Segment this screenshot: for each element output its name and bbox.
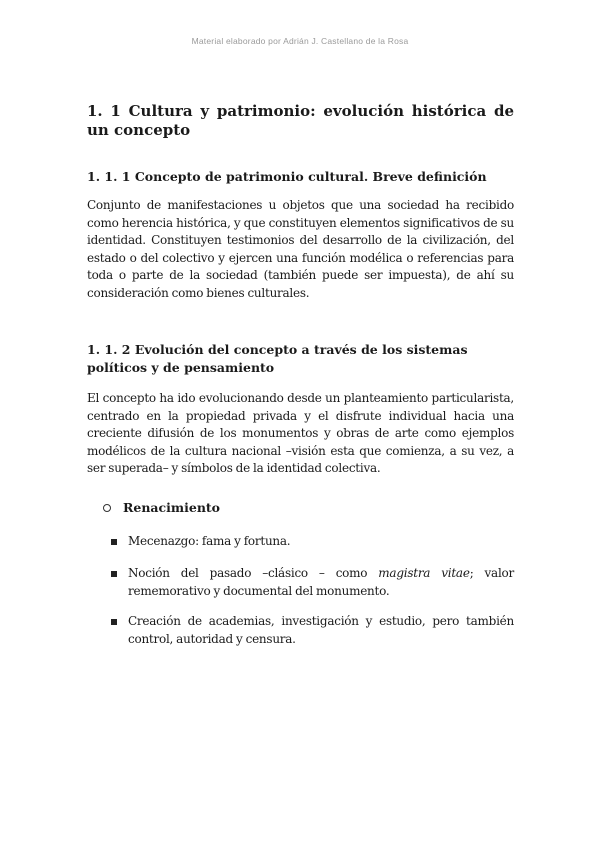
- square-bullet-icon: [111, 619, 117, 625]
- document-body: [87, 100, 514, 646]
- definition-paragraph: Conjunto de manifestaciones u objetos que una sociedad ha recibido como herencia histórica, y que constituyen elementos significativos de su identidad. Constituyen testimonios del desarrollo de la civilización, del estado o del colectivo y ejercen una función modélica o referencias para toda o parte de la sociedad (también puede ser impuesta), de ahí su consideración como bienes culturales.: [87, 198, 514, 300]
- section-title: 1. 1 Cultura y patrimonio: evolución histórica de un concepto: [87, 102, 514, 139]
- circle-bullet-icon: [103, 504, 111, 512]
- list-item-text-after: ; valor rememorativo y documental del monumento.: [128, 566, 514, 598]
- square-bullet-icon: [111, 571, 117, 577]
- list-item: [111, 613, 514, 648]
- page-header: Material elaborado por Adrián J. Castellano de la Rosa: [191, 36, 409, 46]
- list-item-text: Creación de academias, investigación y estudio, pero también control, autoridad y censura.: [128, 614, 514, 646]
- list-heading-label: Renacimiento: [123, 500, 221, 515]
- evolution-paragraph: El concepto ha ido evolucionando desde un planteamiento particularista, centrado en la propiedad privada y el disfrute individual hacia una creciente difusión de los monumentos y obras de arte como ejemplos modélicos de la cultura nacional –visión esta que comienza, a su vez, a ser superada– y símbolos de la identidad colectiva.: [87, 391, 514, 475]
- subsection-title-definition: 1. 1. 1 Concepto de patrimonio cultural. Breve definición: [87, 169, 487, 184]
- list-item-text: Mecenazgo: fama y fortuna.: [128, 534, 291, 548]
- list-item-text-before: Noción del pasado –clásico – como: [128, 566, 379, 580]
- subsection-title-evolution: 1. 1. 2 Evolución del concepto a través de los sistemas políticos y de pensamiento: [87, 342, 468, 375]
- list-item-italic-term: magistra vitae: [378, 566, 470, 580]
- square-bullet-icon: [111, 539, 117, 545]
- list-item: [111, 533, 514, 551]
- list-item: [111, 565, 514, 600]
- list-heading-renacimiento: [103, 500, 514, 515]
- list-item-text: [128, 565, 514, 600]
